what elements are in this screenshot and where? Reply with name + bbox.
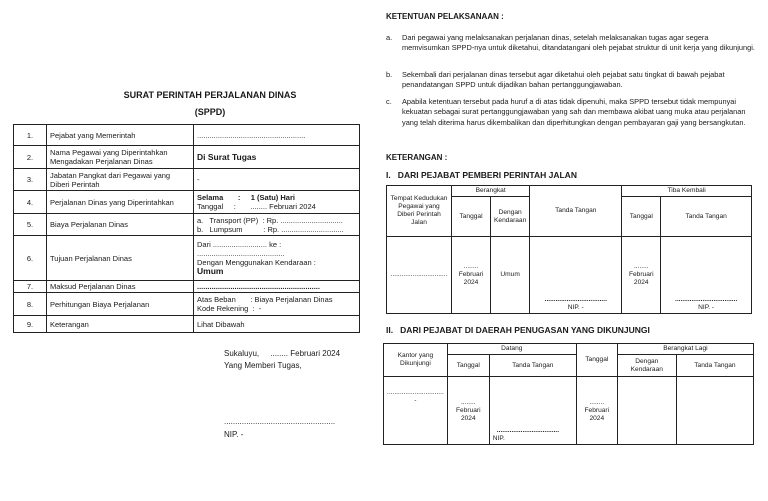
row-number: 9. — [14, 316, 47, 333]
tanggal-kembali-value — [622, 237, 661, 314]
tanggal-dots: ........ — [589, 398, 605, 406]
signature-line: .................................. — [544, 296, 607, 303]
table-row — [14, 125, 360, 146]
tanggal-dots: ........ — [463, 263, 479, 270]
signature-cell — [530, 237, 622, 314]
row-label: Nama Pegawai yang Diperintahkan Mengadakan Perjalanan Dinas — [47, 146, 194, 169]
tanggal-year: 2024 — [633, 279, 649, 286]
page-title: SURAT PERINTAH PERJALANAN DINAS — [123, 90, 297, 100]
item-text: Sekembali dari perjalanan dinas tersebut agar diketahui oleh pejabat satu tingkat di bawah pejabat penandatangan SPPD untuk dijadikan bahan pertanggungjawaban. — [402, 70, 725, 90]
row-number: 1. — [14, 125, 47, 146]
header-berangkat: Berangkat — [452, 186, 530, 197]
item-marker: a. — [386, 33, 393, 42]
header-tanda-tangan: Tanda Tangan — [489, 355, 576, 377]
section1-title: I. DARI PEJABAT PEMBERI PERINTAH JALAN — [386, 170, 577, 180]
signature-cell — [661, 237, 752, 314]
tanggal-month: Februari — [458, 271, 484, 278]
header-tanggal-kembali: Tanggal — [622, 197, 661, 237]
row-label: Pejabat yang Memerintah — [47, 125, 194, 146]
table-header-row — [384, 344, 754, 355]
row-value — [194, 214, 360, 236]
header-tanggal-mid: Tanggal — [576, 344, 617, 377]
signature-cell — [489, 377, 576, 445]
header-tempat: Tempat Kedudukan Pegawai yang Diberi Perintah Jalan — [387, 186, 452, 237]
tanggal-year: 2024 — [589, 414, 605, 422]
nip-label: NIP. — [492, 435, 505, 442]
tanggal-month: Februari — [456, 406, 481, 414]
nip-label: NIP. - — [698, 304, 715, 311]
table-row — [387, 237, 752, 314]
table-row — [14, 214, 360, 236]
item-text: Dari pegawai yang melaksanakan perjalanan dinas, setelah melaksanakan tugas agar segera memvisumkan SPPD-nya untuk diketahui, ditandatangani oleh pejabat struktur di unit kerja yang dikunjungi. — [402, 33, 755, 53]
header-berangkat-lagi: Berangkat Lagi — [617, 344, 753, 355]
row-value: - — [194, 169, 360, 191]
kendaraan-empty — [617, 377, 676, 445]
tanggal-year: 2024 — [460, 414, 476, 422]
item-marker: b. — [386, 70, 393, 79]
tanggal-dots: ........ — [633, 263, 649, 270]
tanggal-mid-value — [576, 377, 617, 445]
row-value — [194, 191, 360, 214]
table-header-row — [387, 186, 752, 197]
header-tanda-tangan: Tanda Tangan — [530, 186, 622, 237]
table-row — [14, 293, 360, 316]
row-value — [194, 293, 360, 316]
row-label: Maksud Perjalanan Dinas — [47, 281, 194, 293]
kantor-value — [384, 377, 448, 445]
table-row — [14, 236, 360, 281]
table-row — [14, 281, 360, 293]
tanggal-value — [452, 237, 491, 314]
beban-value: Atas Beban : Biaya Perjalanan Dinas — [197, 295, 333, 304]
table-row — [14, 169, 360, 191]
row-number: 5. — [14, 214, 47, 236]
row-number: 4. — [14, 191, 47, 214]
tempat-value: ............................... — [387, 237, 452, 314]
table-row — [384, 377, 754, 445]
tanggal-dots: ........ — [460, 398, 476, 406]
header-tanggal: Tanggal — [447, 355, 489, 377]
lumpsum-value: b. Lumpsum : Rp. .............................. — [197, 224, 344, 234]
table-row — [14, 316, 360, 333]
tanda-tangan-empty — [676, 377, 753, 445]
row-number: 3. — [14, 169, 47, 191]
dari-value: Dari .......................... ke : — [197, 240, 282, 249]
sppd-table — [13, 124, 360, 333]
tanggal-year: 2024 — [463, 279, 479, 286]
row-label: Tujuan Perjalanan Dinas — [47, 236, 194, 281]
header-tiba-kembali: Tiba Kembali — [622, 186, 752, 197]
row-label: Jabatan Pangkat dari Pegawai yang Diberi Perintah — [47, 169, 194, 191]
giver-label: Yang Memberi Tugas, — [224, 361, 302, 370]
header-kantor: Kantor yang Dikunjungi — [384, 344, 448, 377]
tanggal-month: Februari — [628, 271, 654, 278]
kantor-dots: ............................... — [387, 389, 444, 396]
header-kendaraan: Dengan Kendaraan — [617, 355, 676, 377]
row-label: Perjalanan Dinas yang Diperintahkan — [47, 191, 194, 214]
section2-title: II. DARI PEJABAT DI DAERAH PENUGASAN YANG DIKUNJUNGI — [386, 325, 650, 335]
section2-table — [383, 343, 754, 445]
tanggal-value — [447, 377, 489, 445]
row-number: 8. — [14, 293, 47, 316]
row-label: Biaya Perjalanan Dinas — [47, 214, 194, 236]
header-tanda-tangan-lagi: Tanda Tangan — [676, 355, 753, 377]
row-value: .................................................... — [194, 125, 360, 146]
page-subtitle: (SPPD) — [194, 107, 226, 117]
kendaraan-value: Umum — [491, 237, 530, 314]
header-kendaraan: Dengan Kendaraan — [491, 197, 530, 237]
signature-line: .................................. — [496, 427, 560, 434]
row-value — [194, 236, 360, 281]
item-marker: c. — [386, 97, 392, 106]
keterangan-title: KETERANGAN : — [386, 153, 448, 162]
row-label: Perhitungan Biaya Perjalanan — [47, 293, 194, 316]
section1-table — [386, 185, 752, 314]
row-number: 2. — [14, 146, 47, 169]
tanggal-month: Februari — [584, 406, 610, 414]
ketentuan-title: KETENTUAN PELAKSANAAN : — [386, 12, 504, 21]
kendaraan-label: Dengan Menggunakan Kendaraan : — [197, 258, 316, 267]
row-number: 6. — [14, 236, 47, 281]
kantor-dash: - — [414, 397, 417, 404]
tanggal-value: Tanggal : ........ Februari 2024 — [197, 202, 316, 211]
nip-label: NIP. - — [567, 304, 584, 311]
ketentuan-item — [386, 33, 756, 54]
row-number: 7. — [14, 281, 47, 293]
row-value: Di Surat Tugas — [194, 146, 360, 169]
selama-value: Selama : 1 (Satu) Hari — [197, 193, 295, 202]
table-row — [14, 146, 360, 169]
table-row — [14, 191, 360, 214]
tujuan-dots: .......................................... — [197, 249, 285, 258]
header-datang: Datang — [447, 344, 576, 355]
item-text: Apabila ketentuan tersebut pada huruf a di atas tidak dipenuhi, maka SPPD tersebut tidak mempunyai kekuatan sebagai surat pertanggungjawaban yang sah dan membawa akibat uang muka atau perjalanan yang telah diterima harus dikembalikan dan diperhitungkan dengan pembayaran gaji yang bersangkutan. — [402, 97, 746, 127]
ketentuan-item — [386, 97, 756, 128]
row-label: Keterangan — [47, 316, 194, 333]
rekening-value: Kode Rekening : - — [197, 304, 262, 313]
signature-line: .................................................. — [224, 417, 336, 426]
signature-line: .................................. — [674, 296, 738, 303]
kendaraan-value: Umum — [197, 266, 224, 276]
row-value: ........................................................... — [194, 281, 360, 293]
header-tanggal: Tanggal — [452, 197, 491, 237]
header-tanda-tangan-kembali: Tanda Tangan — [661, 197, 752, 237]
ketentuan-item — [386, 70, 756, 91]
row-value: Lihat Dibawah — [194, 316, 360, 333]
nip-label: NIP. - — [224, 430, 244, 439]
transport-value: a. Transport (PP) : Rp. .............................. — [197, 215, 343, 225]
place-date: Sukaluyu, ........ Februari 2024 — [224, 349, 341, 358]
